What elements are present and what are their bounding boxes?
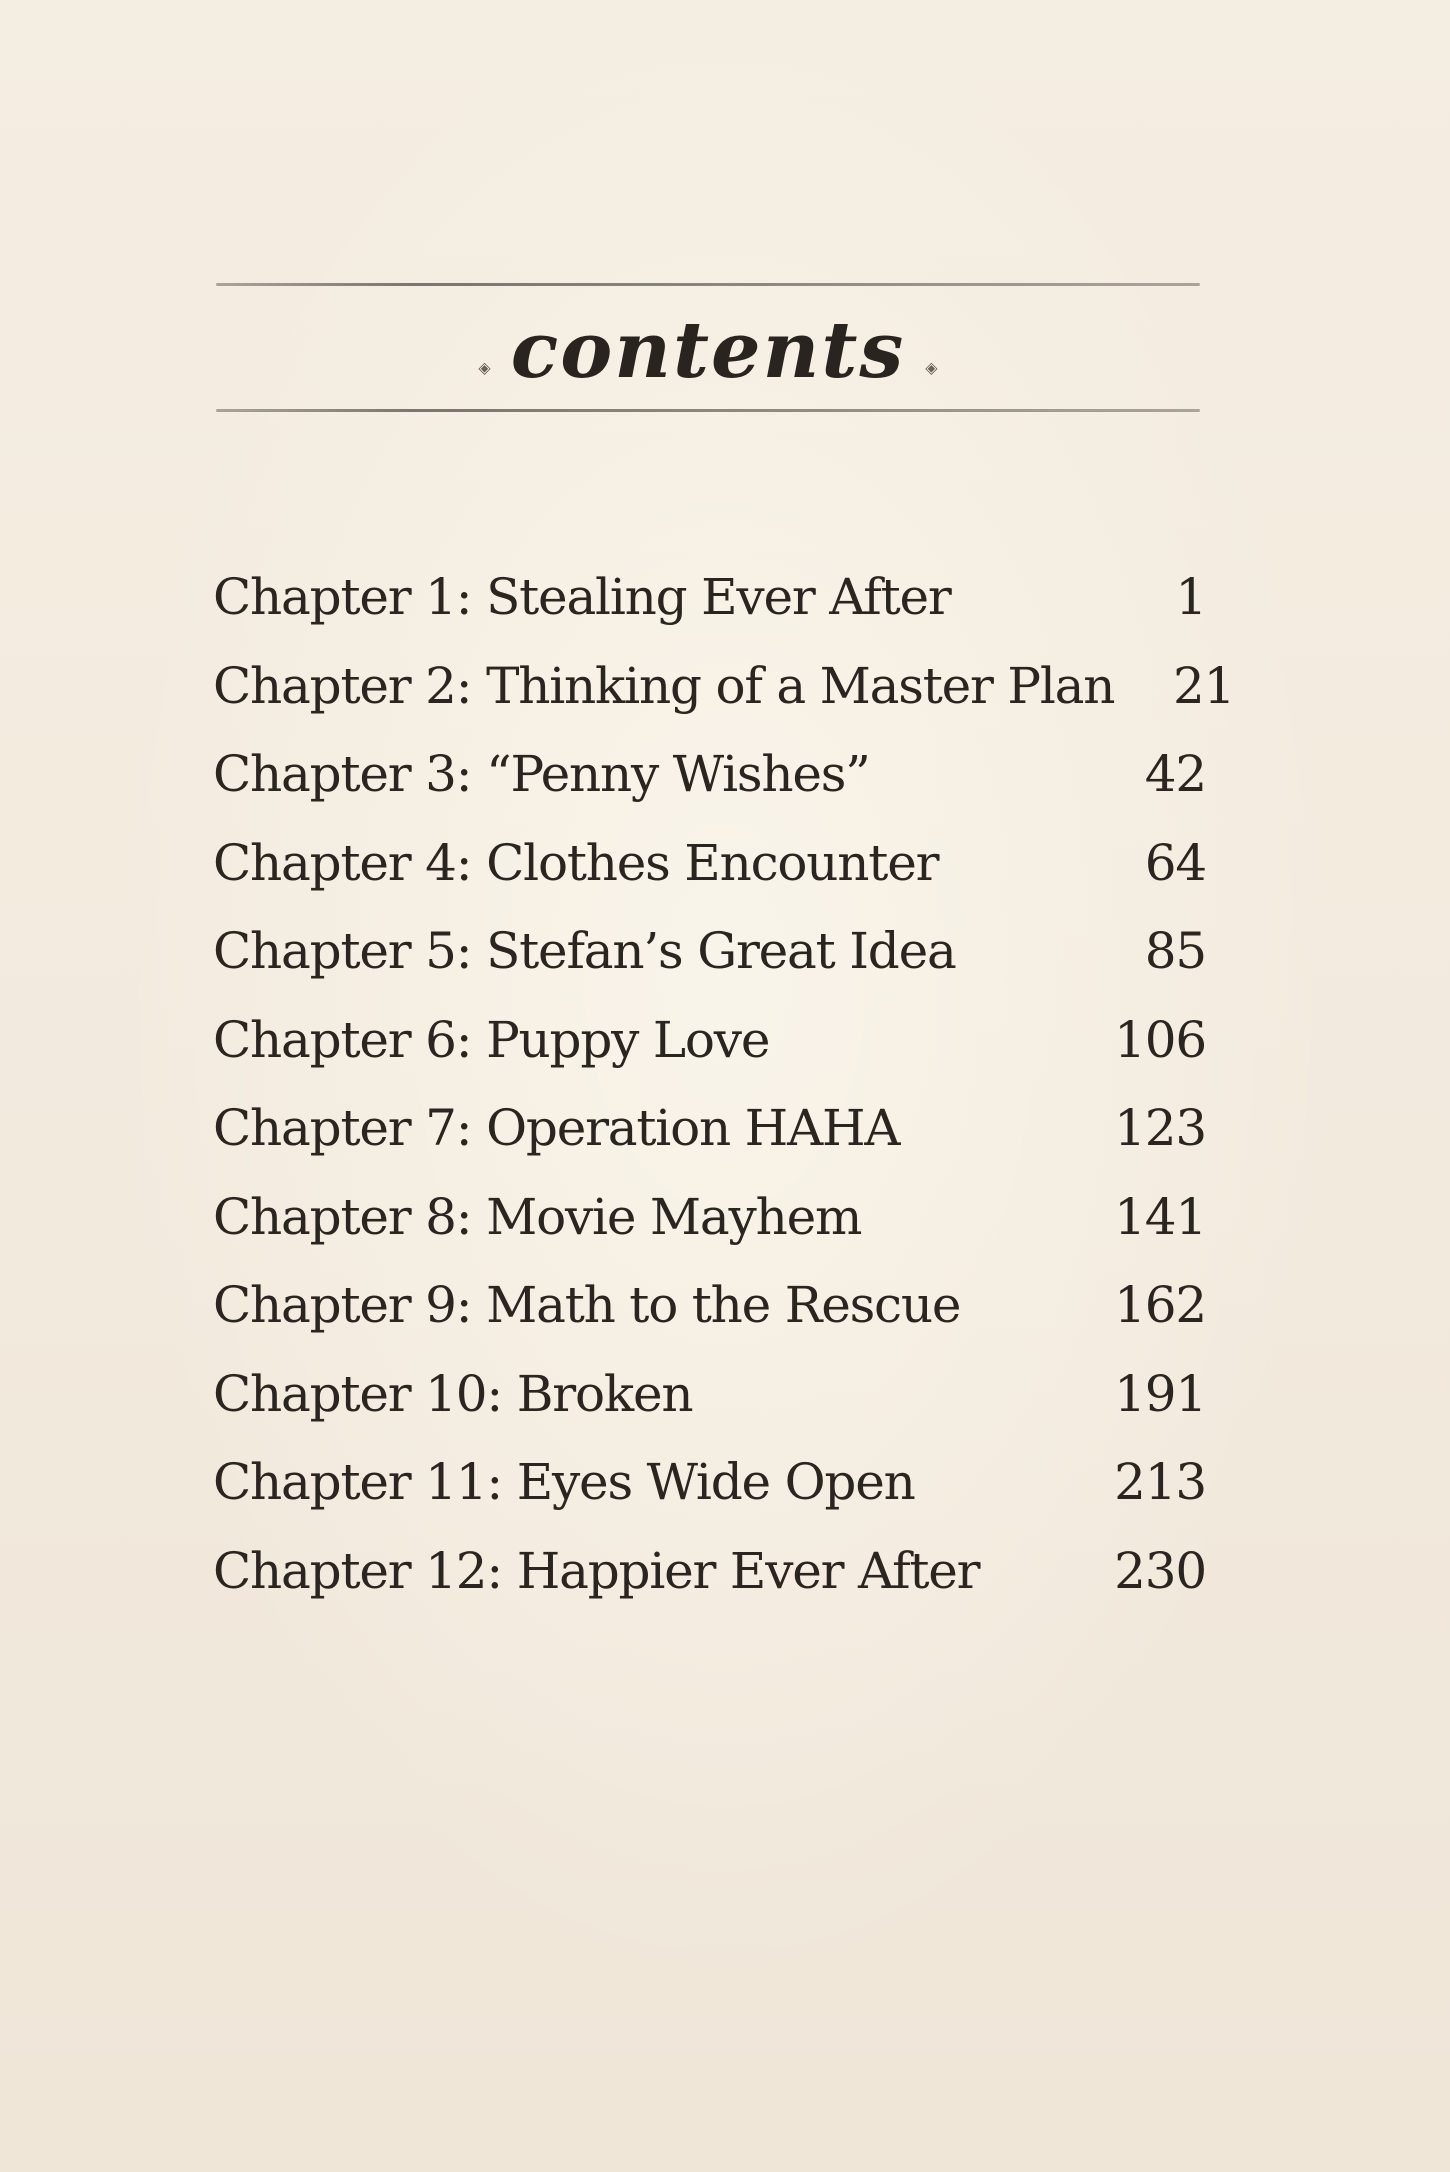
toc-entry-page: 21 bbox=[1173, 656, 1235, 715]
toc-entry-6[interactable] bbox=[213, 1011, 1206, 1100]
toc-entry-label: Chapter 2: Thinking of a Master Plan bbox=[213, 656, 1115, 715]
toc-entry-5[interactable] bbox=[213, 922, 1206, 1011]
toc-entry-3[interactable] bbox=[213, 745, 1206, 834]
toc-entry-page: 141 bbox=[1114, 1187, 1206, 1246]
toc-entry-label: Chapter 10: Broken bbox=[213, 1364, 693, 1423]
toc-entry-label: Chapter 11: Eyes Wide Open bbox=[213, 1453, 915, 1511]
heading bbox=[216, 296, 1200, 406]
toc-entry-page: 213 bbox=[1114, 1453, 1206, 1511]
ornament-left-icon: ◈ bbox=[478, 357, 491, 377]
toc-entry-page: 230 bbox=[1114, 1541, 1206, 1600]
heading-top-rule bbox=[216, 283, 1200, 286]
toc-entry-page: 1 bbox=[1175, 568, 1206, 626]
toc-entry-label: Chapter 5: Stefan’s Great Idea bbox=[213, 922, 956, 980]
toc-entry-7[interactable] bbox=[213, 1099, 1206, 1188]
page-title: contents bbox=[510, 305, 906, 396]
ornament-right-icon: ◈ bbox=[925, 357, 938, 377]
toc-entry-page: 64 bbox=[1144, 833, 1206, 892]
toc-entry-label: Chapter 8: Movie Mayhem bbox=[213, 1187, 862, 1246]
toc-entry-label: Chapter 9: Math to the Rescue bbox=[213, 1276, 961, 1334]
toc-entry-11[interactable] bbox=[213, 1453, 1206, 1542]
toc-entry-page: 162 bbox=[1114, 1276, 1206, 1334]
toc-entry-page: 42 bbox=[1144, 745, 1206, 803]
table-of-contents bbox=[213, 568, 1235, 1630]
toc-entry-label: Chapter 12: Happier Ever After bbox=[213, 1541, 980, 1600]
toc-entry-12[interactable] bbox=[213, 1542, 1206, 1631]
toc-entry-2[interactable] bbox=[213, 656, 1235, 746]
toc-entry-label: Chapter 4: Clothes Encounter bbox=[213, 833, 939, 892]
toc-entry-page: 85 bbox=[1144, 922, 1206, 980]
toc-entry-label: Chapter 7: Operation HAHA bbox=[213, 1099, 900, 1157]
toc-entry-page: 123 bbox=[1114, 1099, 1206, 1157]
toc-entry-9[interactable] bbox=[213, 1276, 1206, 1365]
heading-bottom-rule bbox=[216, 409, 1200, 412]
toc-entry-page: 191 bbox=[1114, 1364, 1206, 1423]
toc-entry-4[interactable] bbox=[213, 834, 1206, 923]
toc-entry-label: Chapter 6: Puppy Love bbox=[213, 1010, 770, 1069]
toc-entry-10[interactable] bbox=[213, 1365, 1206, 1454]
toc-entry-label: Chapter 3: “Penny Wishes” bbox=[213, 745, 870, 803]
toc-entry-1[interactable] bbox=[213, 568, 1206, 657]
toc-entry-page: 106 bbox=[1114, 1010, 1206, 1069]
toc-entry-label: Chapter 1: Stealing Ever After bbox=[213, 568, 951, 626]
toc-entry-8[interactable] bbox=[213, 1188, 1206, 1277]
